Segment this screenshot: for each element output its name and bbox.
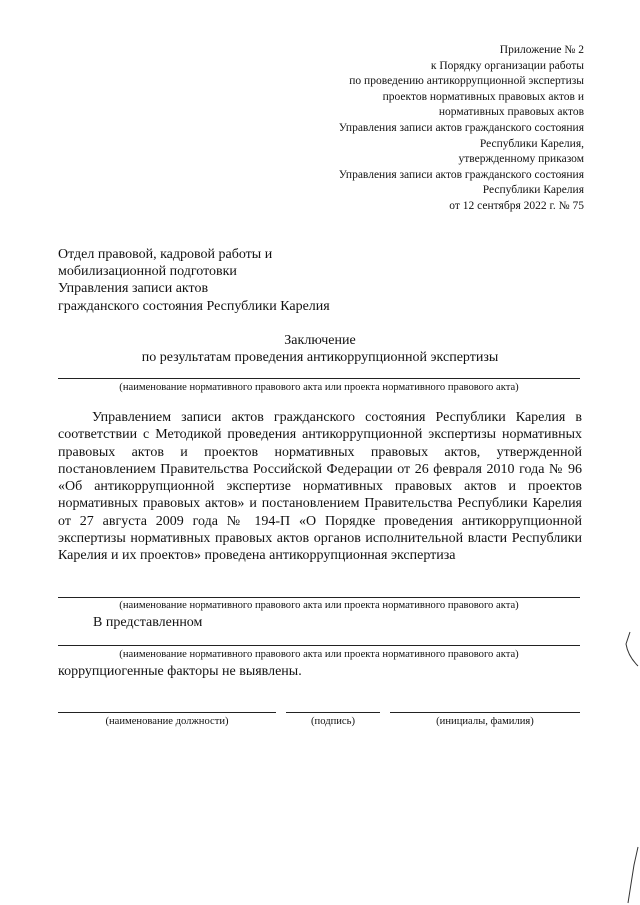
- appendix-line: Приложение № 2: [499, 44, 584, 56]
- act-name-caption-3: (наименование нормативного правового акта или проекта нормативного правового акта): [119, 649, 519, 660]
- act-name-field-2[interactable]: [58, 597, 580, 598]
- appendix-line: проектов нормативных правовых актов и: [382, 90, 584, 103]
- department-line: Управления записи актов: [58, 281, 209, 297]
- scan-edge-mark: [620, 630, 640, 670]
- conclusion-paragraph: Управлением записи актов гражданского состояния Республики Карелия в соответствии с Методикой проведения антикоррупционной экспертизы нормативных правовых актов и проектов нормативных правовых актов, утвержденной постановлением Правительства Российской Федерации от 26 февраля 2010 года № 96 «Об антикоррупционной экспертизе нормативных правовых актов и проектов нормативных правовых актов» и постановлением Правительства Республики Карелия от 27 августа 2009 года № 194-П «О Порядке проведения антикоррупционной экспертизы нормативных правовых актов органов исполнительной власти Республики Карелия и их проектов» проведена антикоррупционная экспертиза: [58, 410, 582, 564]
- act-name-caption-1: (наименование нормативного правового акта или проекта нормативного правового акта): [119, 382, 519, 393]
- department-line: мобилизационной подготовки: [58, 264, 237, 280]
- signature-field[interactable]: [286, 712, 380, 713]
- scan-edge-mark: [624, 845, 640, 905]
- appendix-line: Республики Карелия,: [479, 137, 584, 150]
- appendix-line: от 12 сентября 2022 г. № 75: [449, 199, 584, 212]
- document-title: Заключение: [284, 333, 356, 348]
- appendix-line: утвержденному приказом: [458, 153, 584, 166]
- appendix-line: по проведению антикоррупционной экспертизы: [349, 75, 584, 88]
- appendix-line: нормативных правовых актов: [438, 106, 584, 119]
- position-field[interactable]: [58, 712, 276, 713]
- act-name-field-1[interactable]: [58, 378, 580, 379]
- department-block: [58, 246, 330, 315]
- department-line: гражданского состояния Республики Карелия: [58, 298, 330, 314]
- signature-caption: (подпись): [311, 716, 355, 727]
- appendix-line: Республики Карелия: [482, 184, 584, 197]
- no-factors-text: коррупциогенные факторы не выявлены.: [58, 664, 302, 679]
- appendix-line: Управления записи актов гражданского состояния: [338, 121, 584, 134]
- initials-caption: (инициалы, фамилия): [436, 716, 534, 727]
- act-name-field-3[interactable]: [58, 645, 580, 646]
- initials-field[interactable]: [390, 712, 580, 713]
- position-caption: (наименование должности): [105, 716, 229, 727]
- appendix-line: к Порядку организации работы: [430, 59, 584, 72]
- department-line: Отдел правовой, кадровой работы и: [58, 247, 273, 262]
- appendix-block: [284, 43, 584, 215]
- act-name-caption-2: (наименование нормативного правового акта или проекта нормативного правового акта): [119, 600, 519, 611]
- in-presented-text: В представленном: [93, 615, 203, 630]
- appendix-line: Управления записи актов гражданского состояния: [338, 168, 584, 181]
- document-subtitle: по результатам проведения антикоррупционной экспертизы: [141, 350, 499, 365]
